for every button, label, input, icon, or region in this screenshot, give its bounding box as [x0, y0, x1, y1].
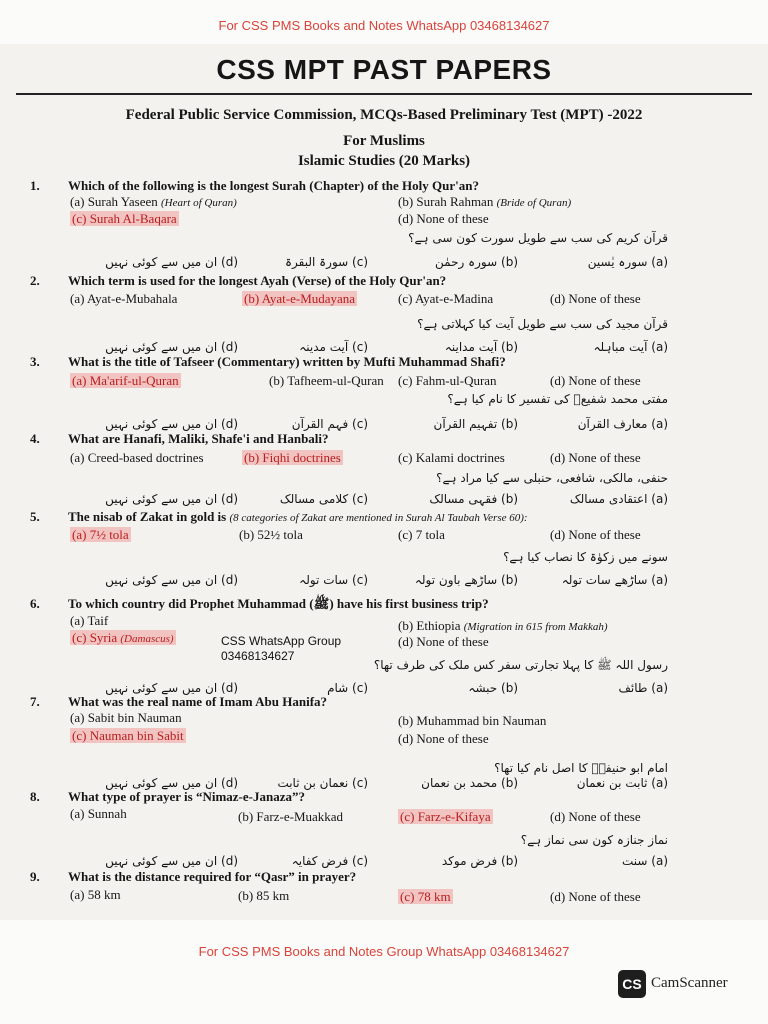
question-text: Which of the following is the longest Surah (Chapter) of the Holy Qur'an?	[68, 178, 479, 193]
option-value: Sunnah	[87, 806, 127, 821]
option-text	[70, 710, 182, 725]
option-label: (a)	[72, 373, 90, 388]
option-label: (c)	[398, 527, 416, 542]
option-text	[398, 450, 505, 465]
answer-option	[70, 450, 204, 466]
option-label: (c)	[398, 291, 415, 306]
answer-option	[398, 889, 453, 905]
answer-option	[550, 889, 641, 905]
answer-option	[70, 806, 127, 822]
option-label: (c)	[398, 450, 416, 465]
option-label: (b)	[398, 194, 417, 209]
page-title: CSS MPT PAST PAPERS	[216, 54, 552, 85]
option-label: (d)	[550, 450, 569, 465]
option-value: Ayat-e-Madina	[414, 291, 494, 306]
question-text: Which term is used for the longest Ayah (Verse) of the Holy Qur'an?	[68, 273, 447, 288]
urdu-option: (b) محمد بن نعمان	[421, 776, 518, 790]
option-text	[398, 211, 489, 226]
option-value: 52½ tola	[257, 527, 303, 542]
option-note: (Heart of Quran)	[161, 197, 237, 209]
answer-option	[70, 710, 182, 726]
answer-option	[70, 373, 181, 389]
urdu-option: (c) شام	[327, 681, 368, 695]
option-value: Fiqhi doctrines	[262, 450, 341, 465]
question-line	[30, 694, 327, 710]
correct-answer-highlight	[242, 291, 357, 306]
option-label: (b)	[244, 450, 263, 465]
question-line	[30, 869, 356, 885]
option-value: Creed-based doctrines	[87, 450, 204, 465]
option-label: (b)	[398, 618, 417, 633]
option-value: 85 km	[256, 888, 290, 903]
option-label: (a)	[70, 887, 88, 902]
option-text	[70, 450, 204, 465]
urdu-option: (c) فرض کفایہ	[291, 854, 368, 868]
urdu-option: (a) ثابت بن نعمان	[576, 776, 668, 790]
option-label: (c)	[72, 728, 90, 743]
urdu-option: (b) فرض موکد	[441, 854, 518, 868]
option-label: (c)	[400, 809, 418, 824]
option-label: (a)	[70, 613, 88, 628]
question-number: 5.	[30, 509, 40, 524]
urdu-option: (c) سات تولہ	[299, 573, 368, 587]
question-text: To which country did Prophet Muhammad (ﷺ) have his first business trip?	[68, 596, 489, 611]
option-note: (Bride of Quran)	[496, 197, 572, 209]
option-value: Surah Yaseen	[87, 194, 158, 209]
option-value: Sabit bin Nauman	[87, 710, 182, 725]
exam-heading: Federal Public Service Commission, MCQs-Based Preliminary Test (MPT) -2022	[125, 107, 643, 123]
correct-answer-highlight	[70, 211, 179, 226]
answer-option	[550, 527, 641, 543]
option-value: Farz-e-Muakkad	[256, 809, 344, 824]
urdu-option: (d) ان میں سے کوئی نہیں	[105, 492, 238, 506]
option-text	[550, 291, 641, 306]
option-label: (c)	[400, 889, 418, 904]
answer-option	[70, 291, 177, 307]
question-text: What was the real name of Imam Abu Hanifa?	[68, 694, 328, 709]
option-label: (b)	[244, 291, 262, 306]
correct-answer-highlight	[70, 728, 186, 743]
answer-option	[242, 450, 343, 466]
question-line	[30, 789, 305, 805]
correct-answer-highlight	[398, 809, 493, 824]
option-value: Ayat-e-Mudayana	[261, 291, 356, 306]
question-note: (8 categories of Zakat are mentioned in Surah Al Taubah Verse 60):	[229, 512, 528, 524]
option-text	[398, 527, 445, 542]
option-text	[398, 731, 489, 746]
question-line	[30, 354, 506, 370]
answer-option	[238, 888, 289, 904]
urdu-option: (c) سورۃ البقرۃ	[284, 255, 368, 269]
answer-option	[550, 373, 641, 389]
question-number: 6.	[30, 596, 40, 611]
option-value: Ayat-e-Mubahala	[86, 291, 178, 306]
option-text	[398, 291, 493, 306]
option-value: Muhammad bin Nauman	[416, 713, 547, 728]
correct-answer-highlight	[70, 527, 131, 542]
answer-option	[398, 373, 497, 389]
option-value: None of these	[416, 211, 489, 226]
answer-option	[70, 630, 176, 646]
urdu-option: (a) اعتقادی مسالک	[569, 492, 668, 506]
answer-option	[398, 731, 489, 747]
option-text	[550, 450, 641, 465]
question-number: 3.	[30, 354, 40, 369]
option-value: 78 km	[417, 889, 451, 904]
answer-option	[239, 527, 303, 543]
option-text	[269, 373, 384, 388]
question-line	[30, 273, 446, 289]
option-label: (d)	[550, 889, 569, 904]
option-note: (Migration in 615 from Makkah)	[463, 621, 608, 633]
option-text	[398, 713, 546, 728]
option-value: 58 km	[87, 887, 121, 902]
question-text: What is the title of Tafseer (Commentary) written by Mufti Muhammad Shafi?	[68, 354, 506, 369]
urdu-question: قرآن کریم کی سب سے طویل سورت کون سی ہے؟	[408, 231, 668, 245]
exam-subheading: For Muslims	[343, 133, 425, 149]
option-text	[398, 373, 497, 388]
urdu-option: (d) ان میں سے کوئی نہیں	[105, 255, 238, 269]
answer-option	[398, 194, 571, 210]
urdu-question: امام ابو حنیفہؒ کا اصل نام کیا تھا؟	[494, 761, 668, 775]
option-label: (b)	[398, 713, 417, 728]
urdu-option: (b) تفہیم القرآن	[433, 417, 518, 431]
urdu-option: (a) معارف القرآن	[577, 417, 668, 431]
option-value: Syria	[89, 630, 118, 645]
option-value: Surah Al-Baqara	[89, 211, 177, 226]
option-text	[398, 618, 608, 633]
answer-option	[550, 809, 641, 825]
question-text: What is the distance required for “Qasr” in prayer?	[68, 869, 357, 884]
option-label: (a)	[72, 527, 90, 542]
correct-answer-highlight	[70, 630, 176, 645]
question-text: What are Hanafi, Maliki, Shafe'i and Hanbali?	[68, 431, 329, 446]
correct-answer-highlight	[242, 450, 343, 465]
option-label: (d)	[550, 527, 569, 542]
answer-option	[70, 887, 121, 903]
option-text	[70, 806, 127, 821]
option-value: Nauman bin Sabit	[89, 728, 184, 743]
option-value: None of these	[568, 527, 641, 542]
question-line	[30, 178, 479, 194]
watermark-line-1: CSS WhatsApp Group	[221, 634, 342, 648]
option-value: Kalami doctrines	[415, 450, 505, 465]
answer-option	[550, 291, 641, 307]
urdu-option: (d) ان میں سے کوئی نہیں	[105, 681, 238, 695]
question-text: What type of prayer is “Nimaz-e-Janaza”?	[68, 789, 305, 804]
answer-option	[398, 291, 493, 307]
urdu-question: مفتی محمد شفیعؒ کی تفسیر کا نام کیا ہے؟	[447, 392, 668, 406]
answer-option	[398, 713, 546, 729]
option-value: None of these	[416, 731, 489, 746]
option-value: None of these	[568, 809, 641, 824]
urdu-option: (d) ان میں سے کوئی نہیں	[105, 776, 238, 790]
option-text	[70, 887, 121, 902]
bottom-banner: For CSS PMS Books and Notes Group WhatsApp 03468134627	[198, 944, 570, 959]
top-banner: For CSS PMS Books and Notes WhatsApp 03468134627	[218, 18, 550, 33]
question-line	[30, 431, 329, 447]
option-value: Taif	[87, 613, 109, 628]
option-note: (Damascus)	[120, 633, 174, 645]
answer-option	[398, 809, 493, 825]
option-value: None of these	[568, 373, 641, 388]
urdu-question: حنفی، مالکی، شافعی، حنبلی سے کیا مراد ہے؟	[436, 471, 668, 485]
urdu-option: (c) آیت مدینہ	[299, 340, 368, 354]
urdu-option: (d) ان میں سے کوئی نہیں	[105, 854, 238, 868]
answer-option	[398, 618, 608, 634]
question-number: 8.	[30, 789, 40, 804]
option-text	[550, 889, 641, 904]
correct-answer-highlight	[70, 373, 181, 388]
question-text: The nisab of Zakat in gold is	[68, 509, 227, 524]
option-text	[398, 634, 489, 649]
option-text	[70, 194, 237, 209]
answer-option	[238, 809, 343, 825]
answer-option	[70, 613, 108, 629]
option-value: None of these	[416, 634, 489, 649]
option-label: (d)	[550, 809, 569, 824]
answer-option	[398, 634, 489, 650]
urdu-option: (c) نعمان بن ثابت	[277, 776, 368, 790]
question-number: 9.	[30, 869, 40, 884]
urdu-option: (b) ساڑھے باون تولہ	[414, 573, 518, 587]
title-divider	[16, 93, 752, 95]
subject-heading: Islamic Studies (20 Marks)	[297, 153, 471, 169]
option-text	[70, 291, 177, 306]
option-value: Surah Rahman	[416, 194, 494, 209]
option-text	[550, 809, 641, 824]
option-label: (a)	[70, 710, 88, 725]
option-label: (a)	[70, 450, 88, 465]
option-value: Farz-e-Kifaya	[417, 809, 491, 824]
option-text	[550, 373, 641, 388]
option-label: (d)	[398, 634, 417, 649]
question-line	[30, 509, 528, 525]
option-label: (c)	[72, 211, 90, 226]
option-label: (a)	[70, 291, 87, 306]
option-label: (d)	[398, 211, 417, 226]
option-text	[70, 613, 108, 628]
urdu-option: (b) حبشہ	[468, 681, 518, 695]
urdu-option: (a) آیت مباہلہ	[593, 340, 668, 354]
option-value: None of these	[568, 889, 641, 904]
question-number: 4.	[30, 431, 40, 446]
answer-option	[550, 450, 641, 466]
answer-option	[70, 211, 179, 227]
option-label: (b)	[269, 373, 288, 388]
option-value: Tafheem-ul-Quran	[287, 373, 384, 388]
urdu-option: (a) طائف	[618, 681, 668, 695]
urdu-question: رسول اللہ ﷺ کا پہلا تجارتی سفر کس ملک کی طرف تھا؟	[373, 658, 668, 672]
option-label: (b)	[238, 809, 257, 824]
answer-option	[398, 527, 445, 543]
option-value: 7 tola	[415, 527, 445, 542]
option-label: (c)	[398, 373, 416, 388]
answer-option	[398, 211, 489, 227]
watermark-line-2: 03468134627	[221, 649, 295, 663]
urdu-option: (c) کلامی مسالک	[279, 492, 368, 506]
option-value: Ethiopia	[416, 618, 461, 633]
urdu-option: (d) ان میں سے کوئی نہیں	[105, 573, 238, 587]
answer-option	[242, 291, 357, 307]
option-label: (b)	[238, 888, 257, 903]
urdu-question: سونے میں زکوٰۃ کا نصاب کیا ہے؟	[503, 550, 668, 564]
option-value: None of these	[568, 291, 641, 306]
option-label: (c)	[72, 630, 90, 645]
option-value: 7½ tola	[89, 527, 129, 542]
question-number: 1.	[30, 178, 40, 193]
urdu-option: (a) سنت	[621, 854, 668, 868]
question-number: 2.	[30, 273, 40, 288]
option-value: None of these	[568, 450, 641, 465]
question-number: 7.	[30, 694, 40, 709]
option-text	[398, 194, 571, 209]
urdu-option: (b) سورہ رحمٰن	[435, 255, 518, 269]
option-text	[550, 527, 641, 542]
urdu-option: (c) فہم القرآن	[291, 417, 368, 431]
urdu-option: (a) ساڑھے سات تولہ	[561, 573, 668, 587]
option-label: (d)	[550, 373, 569, 388]
urdu-option: (b) فقہی مسالک	[429, 492, 518, 506]
camscanner-logo: CS	[618, 970, 646, 998]
answer-option	[398, 450, 505, 466]
option-label: (a)	[70, 194, 88, 209]
correct-answer-highlight	[398, 889, 453, 904]
answer-option	[70, 728, 186, 744]
answer-option	[269, 373, 384, 389]
answer-option	[70, 527, 131, 543]
answer-option	[70, 194, 237, 210]
option-label: (b)	[239, 527, 258, 542]
option-value: Ma'arif-ul-Quran	[89, 373, 179, 388]
option-label: (d)	[398, 731, 417, 746]
urdu-option: (a) سورہ یٰسین	[587, 255, 668, 269]
urdu-question: قرآن مجید کی سب سے طویل آیت کیا کہلاتی ہے؟	[417, 317, 668, 331]
option-text	[239, 527, 303, 542]
urdu-question: نماز جنازہ کون سی نماز ہے؟	[520, 833, 668, 847]
option-value: Fahm-ul-Quran	[415, 373, 497, 388]
option-label: (a)	[70, 806, 88, 821]
urdu-option: (d) ان میں سے کوئی نہیں	[105, 417, 238, 431]
urdu-option: (d) ان میں سے کوئی نہیں	[105, 340, 238, 354]
urdu-option: (b) آیت مداینہ	[444, 340, 518, 354]
camscanner-label: CamScanner	[651, 975, 728, 991]
option-text	[238, 888, 289, 903]
option-text	[238, 809, 343, 824]
option-label: (d)	[550, 291, 569, 306]
